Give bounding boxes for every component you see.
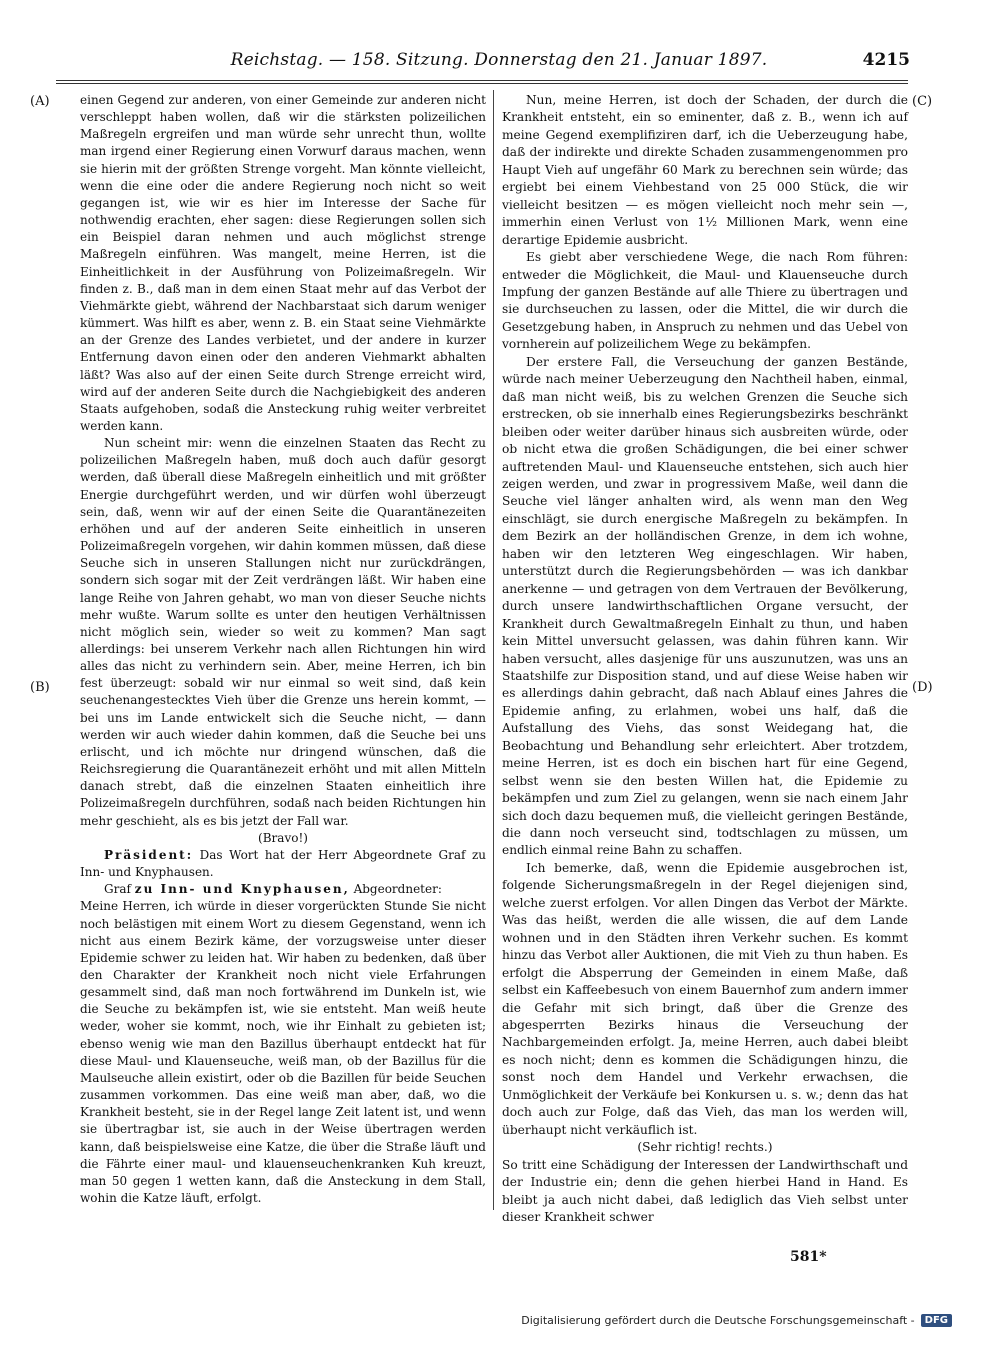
- speaker-role: Abgeordneter:: [353, 882, 442, 897]
- right-column: [502, 92, 908, 1226]
- paragraph: So tritt eine Schädigung der Interessen der Landwirthschaft und der Industrie ein; denn die gehen hierbei Hand in Hand. Es bleibt ja auch nicht dabei, daß lediglich das Vieh selbst unter dieser Krankheit schwer: [502, 1157, 908, 1224]
- paragraph: einen Gegend zur anderen, von einer Gemeinde zur anderen nicht verschleppt haben wollen, daß wir die stärksten polizeilichen Maßregeln ergreifen und man würde sehr unrecht thun, wollte man irgend einer Regierung einen Vorwurf daraus machen, wenn sie hierin mit der größten Strenge vorgeht. Man könnte vielleicht, wenn die eine oder die andere Regierung noch nicht so weit gegangen ist, wie wir es hier im Interesse der Sache für nothwendig erachten, eher sagen: diese Regierungen sollen sich ein Beispiel daran nehmen und auch möglichst strenge Maßregeln einführen. Was mangelt, meine Herren, ist die Einheitlichkeit in der Ausführung von Polizeimaßregeln. Wir finden z. B., daß man in dem einen Staat mehr auf das Verbot der Viehmärkte giebt, während der Nachbarstaat sich darum weniger kümmert. Was hilft es aber, wenn z. B. ein Staat seine Viehmärkte an der Grenze des Landes verbietet, und der andere in kurzer Entfernung davon einen oder den anderen Viehmarkt abhalten läßt? Was also auf der einen Seite durch Strenge erreicht wird, wird auf der anderen Seite durch die Nachgiebigkeit des anderen Staats aufgehoben, sodaß die Ansteckung ruhig weiter verbreitet werden kann.: [80, 93, 486, 433]
- speaker-intro: [80, 881, 486, 898]
- interjection: (Bravo!): [258, 830, 308, 845]
- paragraph: Ich bemerke, daß, wenn die Epidemie ausgebrochen ist, folgende Sicherungsmaßregeln in der Regel diejenigen sind, welche zuerst erfolgen. Vor allen Dingen das Verbot der Märkte. Was das heißt, werden die alle wissen, die auf dem Lande wohnen und in den Städten ihren Verkehr suchen. Es kommt hinzu das Verbot aller Auktionen, die mit Vieh zu thun haben. Es erfolgt die Absperrung der Gemeinden in einem Maße, daß selbst ein Kaffeebesuch von einem Bauernhof zum andern immer die Gefahr mit sich bringt, daß über die Grenze des abgesperrten Bezirks hinaus die Verseuchung der Nachbargemeinden erfolgt. Ja, meine Herren, auch dabei bleibt es noch nicht; denn es kommen die Schädigungen hinzu, die sonst noch dem Handel und Verkehr erwachsen, die Unmöglichkeit der Verkäufe bei Konkursen u. s. w.; denn das hat doch auch zur Folge, daß das Vieh, das man los werden will, überhaupt nicht verkäuflich ist.: [502, 860, 908, 1137]
- speaker-prefix: Graf: [104, 882, 131, 897]
- running-header: [88, 50, 910, 78]
- paragraph: Nun scheint mir: wenn die einzelnen Staaten das Recht zu polizeilichen Maßregeln haben, muß doch auch dafür gesorgt werden, daß überall diese Maßregeln einheitlich und mit größter Energie durchgeführt werden, und wir dürfen wohl überzeugt sein, daß, wenn wir auf der einen Seite die Quarantänezeiten erhöhen und auf der anderen Seite einheitlich in unseren Polizeimaßregeln vorgehen, wir dahin kommen müssen, daß diese Seuche sich in unseren Stallungen nicht nur zurückdrängen, sondern sich sogar mit der Zeit verdrängen läßt. Wir haben eine lange Reihe von Jahren gehabt, wo man von dieser Seuche nichts mehr wußte. Warum sollte es unter den heutigen Verhältnissen nicht möglich sein, wieder so weit zu kommen? Man sagt allerdings: bei unserem Verkehr nach allen Richtungen hin wird alles das nicht zu verhindern sein. Aber, meine Herren, ich bin fest überzeugt: sobald wir nur einmal so weit sind, daß kein seuchenangestecktes Vieh über die Grenze uns herein kommt, — bei uns im Lande entwickelt sich die Seuche nicht, — dann werden wir auch wieder dahin kommen, daß die Seuche bei uns erlischt, und ich möchte nur dringend wünschen, daß die Reichsregierung die Quarantänezeit erhöht und mit allen Mitteln danach strebt, daß die einzelnen Staaten einheitlich ihre Polizeimaßregeln durchführen, sodaß nach beiden Richtungen hin mehr geschieht, als es bis jetzt der Fall war.: [80, 436, 486, 828]
- interjection: (Sehr richtig! rechts.): [637, 1140, 773, 1155]
- margin-marker-a: (A): [30, 94, 50, 109]
- paragraph: Meine Herren, ich würde in dieser vorgerückten Stunde Sie nicht noch belästigen mit einem Wort zu diesem Gegenstand, wenn ich nicht aus einem Bezirk käme, der vorzugsweise unter dieser Epidemie schwer zu leiden hat. Wir haben zu bedenken, daß über den Charakter der Krankheit noch nicht viele Erfahrungen gesammelt sind, daß man noch fortwährend im Dunkeln ist, wie die Seuche zu bekämpfen ist, wie sie entsteht. Man weiß heute weder, woher sie kommt, noch, wie ihr Einhalt zu gebieten ist; ebenso wenig wie man den Bazillus überhaupt entdeckt hat für diese Maul- und Klauenseuche, weiß man, ob der Bazillus für die Maulseuche allein existirt, oder ob die Bazillen für beide Seuchen zusammen vorkommen. Das eine weiß man aber, daß, wo die Krankheit besteht, sie in der Regel lange Zeit latent ist, und wenn sie übertragbar ist, sie auch in der Weise übertragen werden kann, daß beispielsweise eine Katze, die über die Straße läuft und die Fährte einer maul- und klauenseuchenkranken Kuh kreuzt, man 50 gegen 1 wetten kann, daß die Ansteckung in dem Stall, wohin die Katze läuft, erfolgt.: [80, 899, 486, 1205]
- running-title: Reichstag. — 158. Sitzung. Donnerstag den 21. Januar 1897.: [230, 50, 768, 70]
- speaker-name: zu Inn- und Knyphausen,: [134, 882, 350, 897]
- signature-mark: 581*: [790, 1249, 827, 1265]
- dfg-logo: DFG: [921, 1314, 952, 1327]
- page-number: 4215: [862, 50, 910, 70]
- margin-marker-c: (C): [912, 94, 933, 109]
- header-rule-bottom: [56, 83, 908, 84]
- paragraph: Der erstere Fall, die Verseuchung der ganzen Bestände, würde nach meiner Ueberzeugung den Nachtheil haben, einmal, daß man nicht weiß, bis zu welchen Grenzen die Seuche sich erstrecken, ob sie innerhalb eines Regierungsbezirks beschränkt bleiben oder weiter darüber hinaus sich ausbreiten würde, oder ob nicht etwa die großen Schädigungen, die bei einer schwer auftretenden Maul- und Klauenseuche entstehen, sich auch hier zeigen werden, und zwar in progressivem Maße, weil dann die Seuche viel länger anhalten wird, als wenn man den Weg einschlägt, sie durch energische Maßregeln zu bekämpfen. In dem Bezirk an der holländischen Grenze, in dem ich wohne, haben wir den letzteren Weg eingeschlagen. Wir haben, unterstützt durch die Regierungsbehörden — was ich dankbar anerkenne — und getragen von dem Vertrauen der Bevölkerung, durch unsere landwirthschaftlichen Organe versucht, der Krankheit durch Gewaltmaßregeln Einhalt zu thun, und haben kein Mittel unversucht gelassen, was dahin führen kann. Wir haben versucht, alles dasjenige für uns auszunutzen, was uns an Staatshilfe zur Disposition stand, und auf diese Weise haben wir es allerdings dahin gebracht, daß nach Ablauf eines Jahres die Epidemie anfing, zu erlahmen, wobei uns half, daß die Aufstallung des Viehs, das sonst Weidegang hat, die Beobachtung und Behandlung sehr erleichtert. Aber trotzdem, meine Herren, ist es doch ein bischen hart für eine Gegend, selbst wenn sie den besten Willen hat, die Epidemie zu bekämpfen und zum Ziel zu gelangen, wenn sie nach einem Jahr sich doch dazu bequemen muß, die vielleicht geringen Bestände, die dann noch verseucht sind, todtschlagen zu müssen, um endlich einmal reine Bahn zu schaffen.: [502, 354, 908, 858]
- header-rule-top: [56, 80, 908, 81]
- paragraph: Nun, meine Herren, ist doch der Schaden, der durch die Krankheit entsteht, ein so eminenter, daß z. B., wenn ich auf meine Gegend exemplifiziren darf, ich die Ueberzeugung habe, daß der indirekte und direkte Schaden zusammengenommen pro Haupt Vieh auf ungefähr 60 Mark zu berechnen sein würde; das ergiebt bei einem Viehbestand von 25 000 Stück, die wir vielleicht besitzen — es mögen vielleicht noch mehr sein —, immerhin einen Verlust von 1½ Millionen Mark, wenn eine derartige Epidemie ausbricht.: [502, 93, 908, 247]
- margin-marker-b: (B): [30, 680, 50, 695]
- digitization-footer: [521, 1314, 952, 1327]
- margin-marker-d: (D): [912, 680, 933, 695]
- left-column: [80, 92, 486, 1207]
- column-divider: [493, 90, 494, 1210]
- paragraph: Es giebt aber verschiedene Wege, die nach Rom führen: entweder die Möglichkeit, die Maul- und Klauenseuche durch Impfung der ganzen Bestände auf alle Thiere zu übertragen und sie durchseuchen zu lassen, oder die Mittel, die wir durch die Gesetzgebung haben, in Anspruch zu nehmen und das Uebel von vornherein auf polizeilichem Wege zu bekämpfen.: [502, 250, 908, 352]
- speaker-label: Präsident:: [104, 847, 194, 862]
- president-statement: [80, 847, 486, 881]
- footer-text: Digitalisierung gefördert durch die Deutsche Forschungsgemeinschaft -: [521, 1314, 915, 1327]
- statement-text: Das Wort hat der Herr Abgeordnete Graf zu Inn- und Knyphausen.: [80, 847, 486, 880]
